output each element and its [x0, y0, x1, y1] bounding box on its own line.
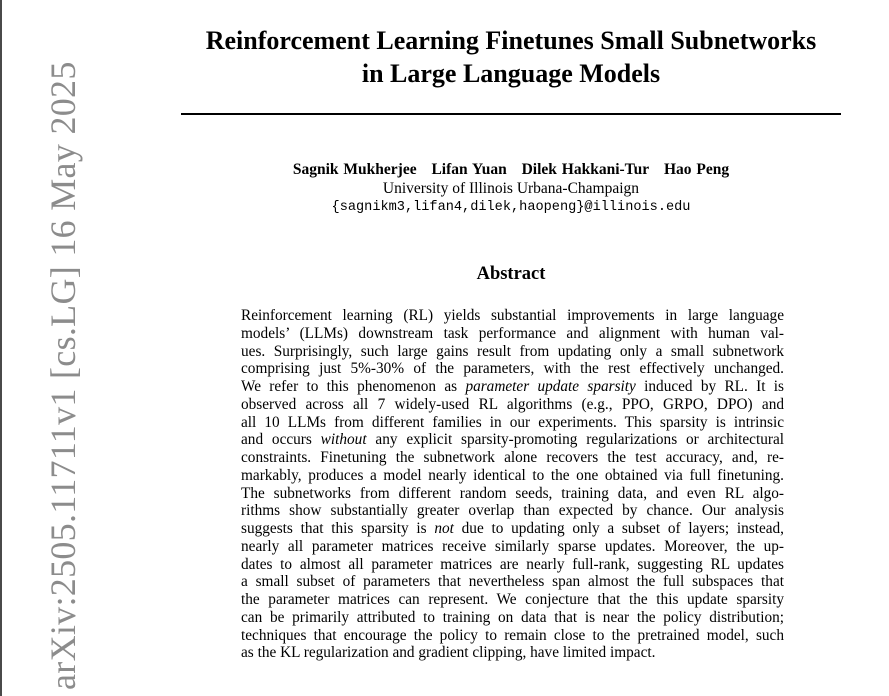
abstract-line: suggests that this sparsity is not due to updating only a subset of layers; instead, — [241, 520, 784, 537]
author-name: Sagnik Mukherjee — [292, 161, 417, 178]
abstract-line: as the KL regularization and gradient clipping, have limited impact. — [241, 644, 656, 662]
abstract-line: and occurs without any explicit sparsity-promoting regularizations or architectural — [241, 431, 784, 449]
abstract-line: constraints. Finetuning the subnetwork alone recovers the test accuracy, and, re- — [241, 449, 784, 466]
arxiv-identifier-stamp: arXiv:2505.11711v1 [cs.LG] 16 May 2025 — [43, 61, 83, 690]
title-line: Reinforcement Learning Finetunes Small Subnetworks — [205, 26, 817, 55]
abstract-line: can be primarily attributed to training on data that is near the policy distribution; — [241, 608, 784, 626]
author-list — [180, 160, 842, 179]
abstract-line: comprising just 5%-30% of the parameters, with the rest effectively unchanged. — [241, 360, 784, 378]
abstract-line: We refer to this phenomenon as parameter update sparsity induced by RL. It is — [241, 378, 784, 395]
author-name: Lifan Yuan — [431, 161, 507, 178]
abstract-heading: Abstract — [476, 264, 546, 284]
abstract-line: dates to almost all parameter matrices are nearly full-rank, suggesting RL updates — [241, 555, 784, 573]
abstract-line: rithms show substantially greater overlap than expected by chance. Our analysis — [241, 502, 784, 520]
abstract-line: all 10 LLMs from different families in our experiments. This sparsity is intrinsic — [241, 413, 784, 431]
abstract-line: The subnetworks from different random seeds, training data, and even RL algo- — [241, 484, 784, 502]
page-left-border — [0, 0, 2, 696]
abstract-line: nearly all parameter matrices receive similarly sparse updates. Moreover, the up- — [241, 537, 784, 555]
author-name: Dilek Hakkani-Tur — [521, 161, 650, 178]
author-name: Hao Peng — [663, 161, 730, 178]
abstract-body — [241, 307, 784, 662]
title-line: in Large Language Models — [361, 59, 661, 88]
paper-title — [180, 24, 842, 90]
abstract-line: techniques that encourage the policy to remain close to the pretrained model, such — [241, 626, 784, 644]
abstract-line: models’ (LLMs) downstream task performance and alignment with human val- — [241, 324, 784, 342]
abstract-line: the parameter matrices can represent. We conjecture that the this update sparsity — [241, 591, 784, 608]
abstract-line: observed across all 7 widely-used RL algorithms (e.g., PPO, GRPO, DPO) and — [241, 395, 784, 413]
abstract-line: ues. Surprisingly, such large gains result from updating only a small subnetwork — [241, 342, 784, 360]
abstract-line: a small subset of parameters that nevertheless span almost the full subspaces that — [241, 573, 784, 591]
author-emails: {sagnikm3,lifan4,dilek,haopeng}@illinois.edu — [331, 200, 691, 215]
abstract-line: markably, produces a model nearly identical to the one obtained via full finetuning. — [241, 466, 784, 484]
author-affiliation: University of Illinois Urbana-Champaign — [382, 180, 640, 197]
title-rule — [181, 113, 841, 115]
abstract-line: Reinforcement learning (RL) yields substantial improvements in large language — [241, 307, 784, 324]
